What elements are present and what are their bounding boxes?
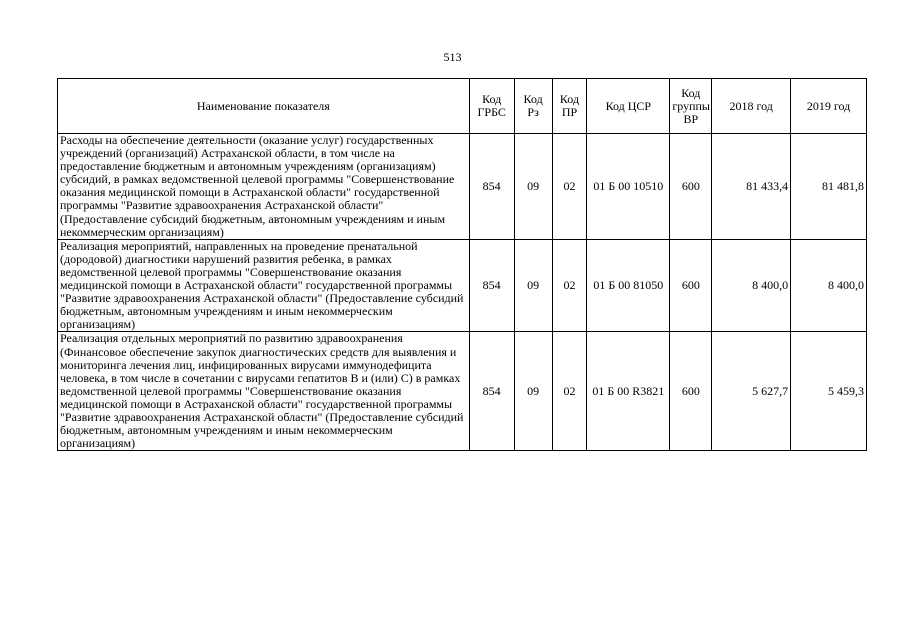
row-rz: 09 bbox=[514, 332, 552, 451]
table-row bbox=[58, 134, 867, 240]
row-grbs: 854 bbox=[469, 134, 514, 240]
header-rz-line2: Рз bbox=[527, 105, 539, 119]
row-pr: 02 bbox=[552, 332, 587, 451]
row-2018: 81 433,4 bbox=[712, 134, 791, 240]
row-rz: 09 bbox=[514, 239, 552, 332]
page-number: 513 bbox=[443, 50, 462, 64]
header-pr-line1: Код bbox=[559, 92, 580, 106]
table-row bbox=[58, 239, 867, 332]
header-name: Наименование показателя bbox=[58, 79, 470, 134]
row-2019: 8 400,0 bbox=[791, 239, 867, 332]
header-grbs-line1: Код bbox=[482, 92, 502, 106]
header-vr bbox=[670, 79, 712, 134]
table-header-row bbox=[58, 79, 867, 134]
row-name: Реализация мероприятий, направленных на проведение пренатальной (дородовой) диагностики нарушений развития ребенка, в рамках ведомственной целевой программы "Совершенствование оказания медицинской помощи в Астраханской области" государственной программы "Развитие здравоохранения Астраханской области" (Предоставление субсидий бюджетным, автономным учреждениям и иным некоммерческим организациям) bbox=[58, 239, 470, 332]
header-2018: 2018 год bbox=[712, 79, 791, 134]
table-row bbox=[58, 332, 867, 451]
header-pr-line2: ПР bbox=[561, 105, 578, 119]
header-pr bbox=[552, 79, 587, 134]
header-grbs bbox=[469, 79, 514, 134]
row-vr: 600 bbox=[670, 134, 712, 240]
row-vr: 600 bbox=[670, 332, 712, 451]
row-name: Реализация отдельных мероприятий по развитию здравоохранения (Финансовое обеспечение закупок диагностических средств для выявления и мониторинга лечения лиц, инфицированных вирусами иммунодефицита человека, в том числе в сочетании с вирусами гепатитов В и (или) С) в рамках ведомственной целевой программы "Совершенствование оказания медицинской помощи в Астраханской области" государственной программы "Развитие здравоохранения Астраханской области" (Предоставление субсидий бюджетным, автономным учреждениям и иным некоммерческим организациям) bbox=[58, 332, 470, 451]
row-2018: 5 627,7 bbox=[712, 332, 791, 451]
row-2019: 81 481,8 bbox=[791, 134, 867, 240]
row-2018: 8 400,0 bbox=[712, 239, 791, 332]
row-pr: 02 bbox=[552, 134, 587, 240]
header-rz bbox=[514, 79, 552, 134]
row-grbs: 854 bbox=[469, 239, 514, 332]
row-grbs: 854 bbox=[469, 332, 514, 451]
header-vr-line3: ВР bbox=[683, 111, 699, 126]
row-csr: 01 Б 00 10510 bbox=[587, 134, 670, 240]
row-2019: 5 459,3 bbox=[791, 332, 867, 451]
row-pr: 02 bbox=[552, 239, 587, 332]
budget-table bbox=[57, 78, 867, 451]
header-vr-line2: группы bbox=[672, 98, 710, 113]
row-vr: 600 bbox=[670, 239, 712, 332]
header-grbs-line2: ГРБС bbox=[477, 105, 506, 119]
header-2019: 2019 год bbox=[791, 79, 867, 134]
header-rz-line1: Код bbox=[523, 92, 543, 106]
row-csr: 01 Б 00 R3821 bbox=[587, 332, 670, 451]
row-csr: 01 Б 00 81050 bbox=[587, 239, 670, 332]
row-name: Расходы на обеспечение деятельности (оказание услуг) государственных учреждений (организаций) Астраханской области, в том числе на предоставление бюджетным и автономным учреждениям (организациям) субсидий, в рамках ведомственной целевой программы "Совершенствование оказания медицинской помощи в Астраханской области" государственной программы "Развитие здравоохранения Астраханской области" (Предоставление субсидий бюджетным, автономным учреждениям и иным некоммерческим организациям) bbox=[58, 134, 470, 240]
row-rz: 09 bbox=[514, 134, 552, 240]
header-vr-line1: Код bbox=[681, 85, 701, 100]
header-csr: Код ЦСР bbox=[587, 79, 670, 134]
